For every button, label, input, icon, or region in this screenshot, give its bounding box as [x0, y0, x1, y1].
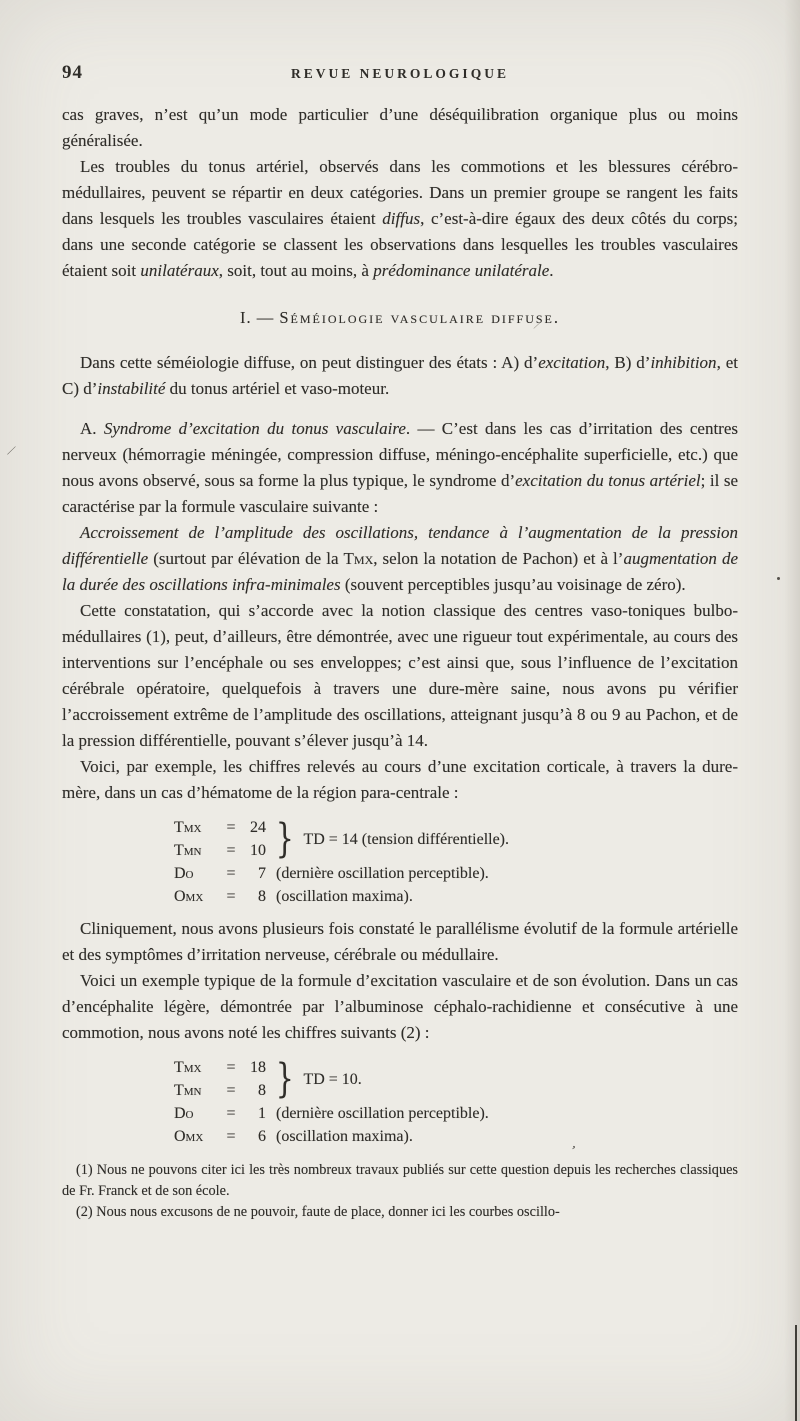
paragraph — [62, 520, 738, 598]
text-run: (surtout par élévation de la — [148, 549, 344, 568]
omx-note: (oscillation maxima). — [276, 1128, 413, 1145]
text-run: unilatéraux — [140, 261, 219, 280]
text-run: instabilité — [97, 379, 166, 398]
equals-sign: = — [226, 865, 236, 882]
formula-row-tmx — [174, 1056, 266, 1079]
section-a-paragraphs-2 — [62, 916, 738, 1046]
text-run: , et C) d’ — [62, 353, 738, 398]
equals-sign: = — [226, 888, 236, 905]
text-run: . — [549, 261, 554, 280]
text-run: Accroissement de l’amplitude des oscillations, tendance à l’augmentation de la pression différentielle — [62, 523, 738, 568]
equals-sign: = — [226, 1059, 236, 1076]
do-note: (dernière oscillation perceptible). — [276, 865, 489, 882]
omx-value: 8 — [258, 888, 266, 905]
paragraph — [62, 968, 738, 1046]
text-run: . — C’est dans les cas d’irritation des centres nerveux (hémorragie méningée, compression diffuse, méningo-encéphalite superficielle, etc.) que nous avons observé, sous sa forme la plus typique, le syndrome d’ — [62, 419, 738, 490]
pressure-formula-1 — [174, 816, 738, 908]
formula-row-do — [174, 1102, 738, 1125]
formula-row-omx — [174, 1125, 738, 1148]
paragraph — [62, 1160, 738, 1202]
paragraph — [62, 916, 738, 968]
text-run: (2) Nous nous excusons de ne pouvoir, faute de place, donner ici les courbes oscillo- — [76, 1204, 560, 1220]
paragraph — [62, 102, 738, 154]
paragraph — [62, 350, 738, 402]
footnotes — [62, 1160, 738, 1223]
td-note: TD = 10. — [303, 1070, 362, 1088]
tmn-value: 10 — [250, 842, 266, 859]
journal-title: REVUE NEUROLOGIQUE — [291, 66, 509, 81]
text-run: Cette constatation, qui s’accorde avec la notion classique des centres vaso-toniques bulbo-médullaires (1), peut, d’ailleurs, être démontrée, avec une rigueur tout expérimentale, au cours des interventions sur l’encéphale ou ses enveloppes; c’est ainsi que, sous l’influence de l’excitation cérébrale opératoire, quelquefois à travers une dure-mère saine, nous avons pu vérifier l’accroissement extrême de l’amplitude des oscillations, atteignant jusqu’à 8 ou 9 au Pachon, et de la pression différentielle, pouvant s’élever jusqu’à 14. — [62, 601, 738, 750]
pressure-formula-2 — [174, 1056, 738, 1148]
section-heading — [62, 308, 738, 328]
do-value: 1 — [258, 1105, 266, 1122]
omx-note: (oscillation maxima). — [276, 888, 413, 905]
do-label: Do — [174, 1105, 194, 1122]
text-run: Voici un exemple typique de la formule d’excitation vasculaire et de son évolution. Dans un cas d’encéphalite légère, démontrée par l’albuminose céphalo-rachidienne et consécutive à une commotion, nous avons noté les chiffres suivants (2) : — [62, 971, 738, 1042]
equals-sign: = — [226, 1082, 236, 1099]
paragraph — [62, 1202, 738, 1223]
paragraph — [62, 754, 738, 806]
page-number: 94 — [62, 62, 83, 83]
paragraph — [62, 416, 738, 520]
equals-sign: = — [226, 1105, 236, 1122]
formula-row-tmn — [174, 839, 266, 862]
formula-braced-group — [174, 1056, 738, 1102]
formula-braced-rows — [174, 816, 266, 862]
text-run: excitation — [538, 353, 606, 372]
td-note: TD = 14 (tension différentielle). — [303, 830, 510, 848]
omx-label: Omx — [174, 1128, 204, 1145]
text-run: Les troubles du tonus artériel, observés dans les commotions et les blessures cérébro-médullaires, peuvent se répartir en deux catégories. Dans un premier groupe se rangent les faits dans lesquels les troubles vasculaires étaient — [62, 157, 738, 228]
formula-row-do — [174, 862, 738, 885]
text-run: (souvent perceptibles jusqu’au voisinage de zéro). — [340, 575, 686, 594]
text-run: , selon la notation de Pachon) et à l’ — [373, 549, 624, 568]
text-run: du tonus artériel et vaso-moteur. — [165, 379, 390, 398]
tmn-label: Tmn — [174, 1082, 202, 1099]
text-run: , B) d’ — [605, 353, 651, 372]
paragraph — [62, 154, 738, 284]
section-heading-numeral: I. — — [239, 308, 280, 327]
omx-label: Omx — [174, 888, 204, 905]
formula-row-tmn — [174, 1079, 266, 1102]
text-run: A. — [80, 419, 104, 438]
do-value: 7 — [258, 865, 266, 882]
text-run: Cliniquement, nous avons plusieurs fois constaté le parallélisme évolutif de la formule artérielle et des symptômes d’irritation nerveuse, cérébrale ou médullaire. — [62, 919, 738, 964]
text-run: Tmx — [343, 549, 374, 568]
text-run: Syndrome d’excitation du tonus vasculaire — [103, 419, 406, 438]
text-run: prédominance unilatérale — [373, 261, 550, 280]
text-run: , soit, tout au moins, à — [218, 261, 374, 280]
text-run: Dans cette séméiologie diffuse, on peut distinguer des états : A) d’ — [80, 353, 539, 372]
formula-braced-group — [174, 816, 738, 862]
text-run: augmentation de la durée des oscillations infra-minimales — [62, 549, 738, 594]
equals-sign: = — [226, 842, 236, 859]
text-run: Voici, par exemple, les chiffres relevés au cours d’une excitation corticale, à travers la dure-mère, dans un cas d’hématome de la région para-centrale : — [62, 757, 738, 802]
paragraph — [62, 598, 738, 754]
do-note: (dernière oscillation perceptible). — [276, 1105, 489, 1122]
brace-glyph: } — [275, 1056, 294, 1102]
intro-paragraphs — [62, 102, 738, 284]
omx-value: 6 — [258, 1128, 266, 1145]
equals-sign: = — [226, 1128, 236, 1145]
formula-braced-rows — [174, 1056, 266, 1102]
tmx-value: 18 — [250, 1059, 266, 1076]
text-run: cas graves, n’est qu’un mode particulier d’une déséquilibration organique plus ou moins généralisée. — [62, 105, 738, 150]
do-label: Do — [174, 865, 194, 882]
text-run: inhibition — [650, 353, 717, 372]
formula-row-tmx — [174, 816, 266, 839]
text-run: excitation du tonus artériel — [515, 471, 701, 490]
text-run: ; il se caractérise par la formule vasculaire suivante : — [62, 471, 739, 516]
brace-glyph: } — [275, 816, 294, 862]
running-header — [62, 62, 738, 86]
tmx-value: 24 — [250, 819, 266, 836]
section-heading-title: Séméiologie vasculaire diffuse. — [279, 308, 561, 327]
text-run: diffus — [382, 209, 421, 228]
text-run: , c’est-à-dire égaux des deux côtés du corps; dans une seconde catégorie se classent les observations dans lesquelles les troubles vasculaires étaient soit — [62, 209, 738, 280]
text-run: (1) Nous ne pouvons citer ici les très nombreux travaux publiés sur cette question depuis les recherches classiques de Fr. Franck et de son école. — [62, 1162, 738, 1199]
section-a-paragraphs-1 — [62, 350, 738, 806]
formula-row-omx — [174, 885, 738, 908]
tmx-label: Tmx — [174, 819, 202, 836]
equals-sign: = — [226, 819, 236, 836]
tmn-label: Tmn — [174, 842, 202, 859]
tmn-value: 8 — [258, 1082, 266, 1099]
tmx-label: Tmx — [174, 1059, 202, 1076]
